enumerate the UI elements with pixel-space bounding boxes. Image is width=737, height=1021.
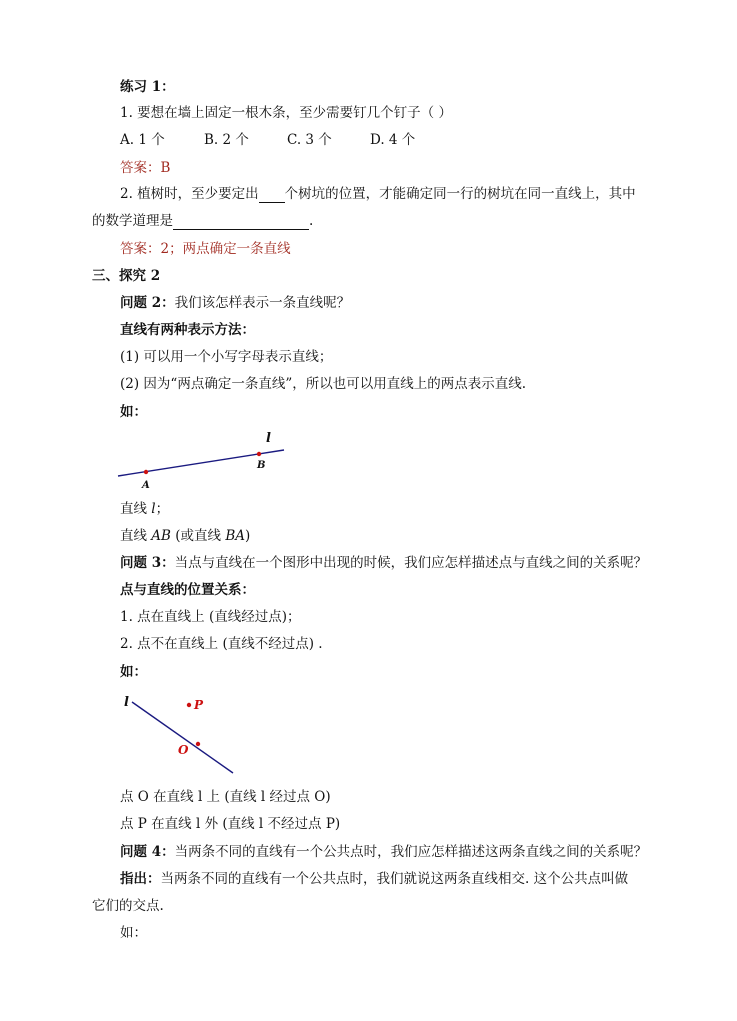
line-l-suffix: ； bbox=[155, 501, 170, 517]
line-l2-label: l bbox=[124, 695, 129, 710]
section-heading: 三、探究 2 bbox=[92, 268, 161, 284]
answer-1: 答案：B bbox=[120, 160, 171, 176]
method-1: (1) 可以用一个小写字母表示直线； bbox=[120, 349, 333, 365]
question-1: 1. 要想在墙上固定一根木条，至少需要钉几个钉子（ ） bbox=[120, 105, 452, 121]
point-a-label: A bbox=[142, 480, 150, 491]
problem-2-label: 问题 2： bbox=[120, 295, 175, 311]
point-o-label: O bbox=[178, 743, 189, 757]
point-p-dot bbox=[187, 703, 191, 707]
line-ab-suffix: ) bbox=[245, 528, 251, 544]
point-out-line2: 它们的交点. bbox=[92, 898, 164, 914]
question-2-part1: 2. 植树时，至少要定出 bbox=[120, 186, 259, 202]
point-o-dot bbox=[196, 742, 200, 746]
line-l-label: l bbox=[266, 431, 271, 446]
point-out bbox=[120, 870, 628, 888]
example-label: 如： bbox=[120, 404, 147, 420]
line-l-var: l bbox=[151, 501, 156, 517]
problem-4-label: 问题 4： bbox=[120, 844, 175, 860]
option-c: C. 3 个 bbox=[287, 132, 332, 148]
option-b: B. 2 个 bbox=[204, 132, 249, 148]
problem-3 bbox=[120, 554, 647, 572]
fill-blank-2 bbox=[173, 215, 309, 230]
point-b-label: B bbox=[257, 460, 266, 471]
figure-line-ab bbox=[118, 428, 288, 492]
line-ab-var: AB bbox=[151, 528, 171, 544]
point-a-dot bbox=[144, 470, 148, 474]
fill-blank-1 bbox=[259, 188, 285, 203]
exercise-title: 练习 1： bbox=[120, 79, 175, 95]
methods-title: 直线有两种表示方法： bbox=[120, 322, 255, 338]
method-2: (2) 因为“两点确定一条直线”，所以也可以用直线上的两点表示直线. bbox=[120, 376, 527, 392]
problem-3-text: 当点与直线在一个图形中出现的时候，我们应怎样描述点与直线之间的关系呢？ bbox=[174, 555, 648, 571]
point-o-text: 点 O 在直线 l 上 (直线 l 经过点 O) bbox=[120, 789, 331, 805]
line-l2-stroke bbox=[132, 702, 233, 773]
example-label-2: 如： bbox=[120, 664, 147, 680]
question-2-part2: 个树坑的位置，才能确定同一行的树坑在同一直线上，其中 bbox=[284, 186, 636, 202]
line-ab-mid: (或直线 bbox=[170, 528, 226, 544]
problem-2 bbox=[120, 294, 350, 312]
option-a: A. 1 个 bbox=[120, 132, 165, 148]
figure-line-op bbox=[120, 690, 240, 780]
question-2 bbox=[120, 185, 636, 203]
relation-title: 点与直线的位置关系： bbox=[120, 582, 255, 598]
relation-2: 2. 点不在直线上 (直线不经过点) . bbox=[120, 636, 323, 652]
line-l-text bbox=[120, 500, 169, 518]
point-b-dot bbox=[257, 452, 261, 456]
relation-1: 1. 点在直线上 (直线经过点)； bbox=[120, 609, 301, 625]
line-l-prefix: 直线 bbox=[120, 501, 152, 517]
option-d: D. 4 个 bbox=[370, 132, 416, 148]
point-p-label: P bbox=[194, 698, 204, 712]
example-label-3: 如： bbox=[120, 925, 147, 941]
question-2-line2 bbox=[92, 212, 313, 230]
answer-2: 答案：2；两点确定一条直线 bbox=[120, 241, 291, 257]
point-out-text: 当两条不同的直线有一个公共点时，我们就说这两条直线相交. 这个公共点叫做 bbox=[160, 871, 629, 887]
problem-2-text: 我们该怎样表示一条直线呢？ bbox=[174, 295, 351, 311]
line-ab-prefix: 直线 bbox=[120, 528, 152, 544]
question-2-end: . bbox=[309, 213, 314, 229]
problem-3-label: 问题 3： bbox=[120, 555, 175, 571]
point-out-label: 指出： bbox=[120, 871, 161, 887]
problem-4-text: 当两条不同的直线有一个公共点时，我们应怎样描述这两条直线之间的关系呢？ bbox=[174, 844, 648, 860]
line-ab-var2: BA bbox=[225, 528, 245, 544]
question-2-line2-text: 的数学道理是 bbox=[92, 213, 173, 229]
line-ab-text bbox=[120, 527, 250, 545]
point-p-text: 点 P 在直线 l 外 (直线 l 不经过点 P) bbox=[120, 816, 341, 832]
problem-4 bbox=[120, 843, 647, 861]
